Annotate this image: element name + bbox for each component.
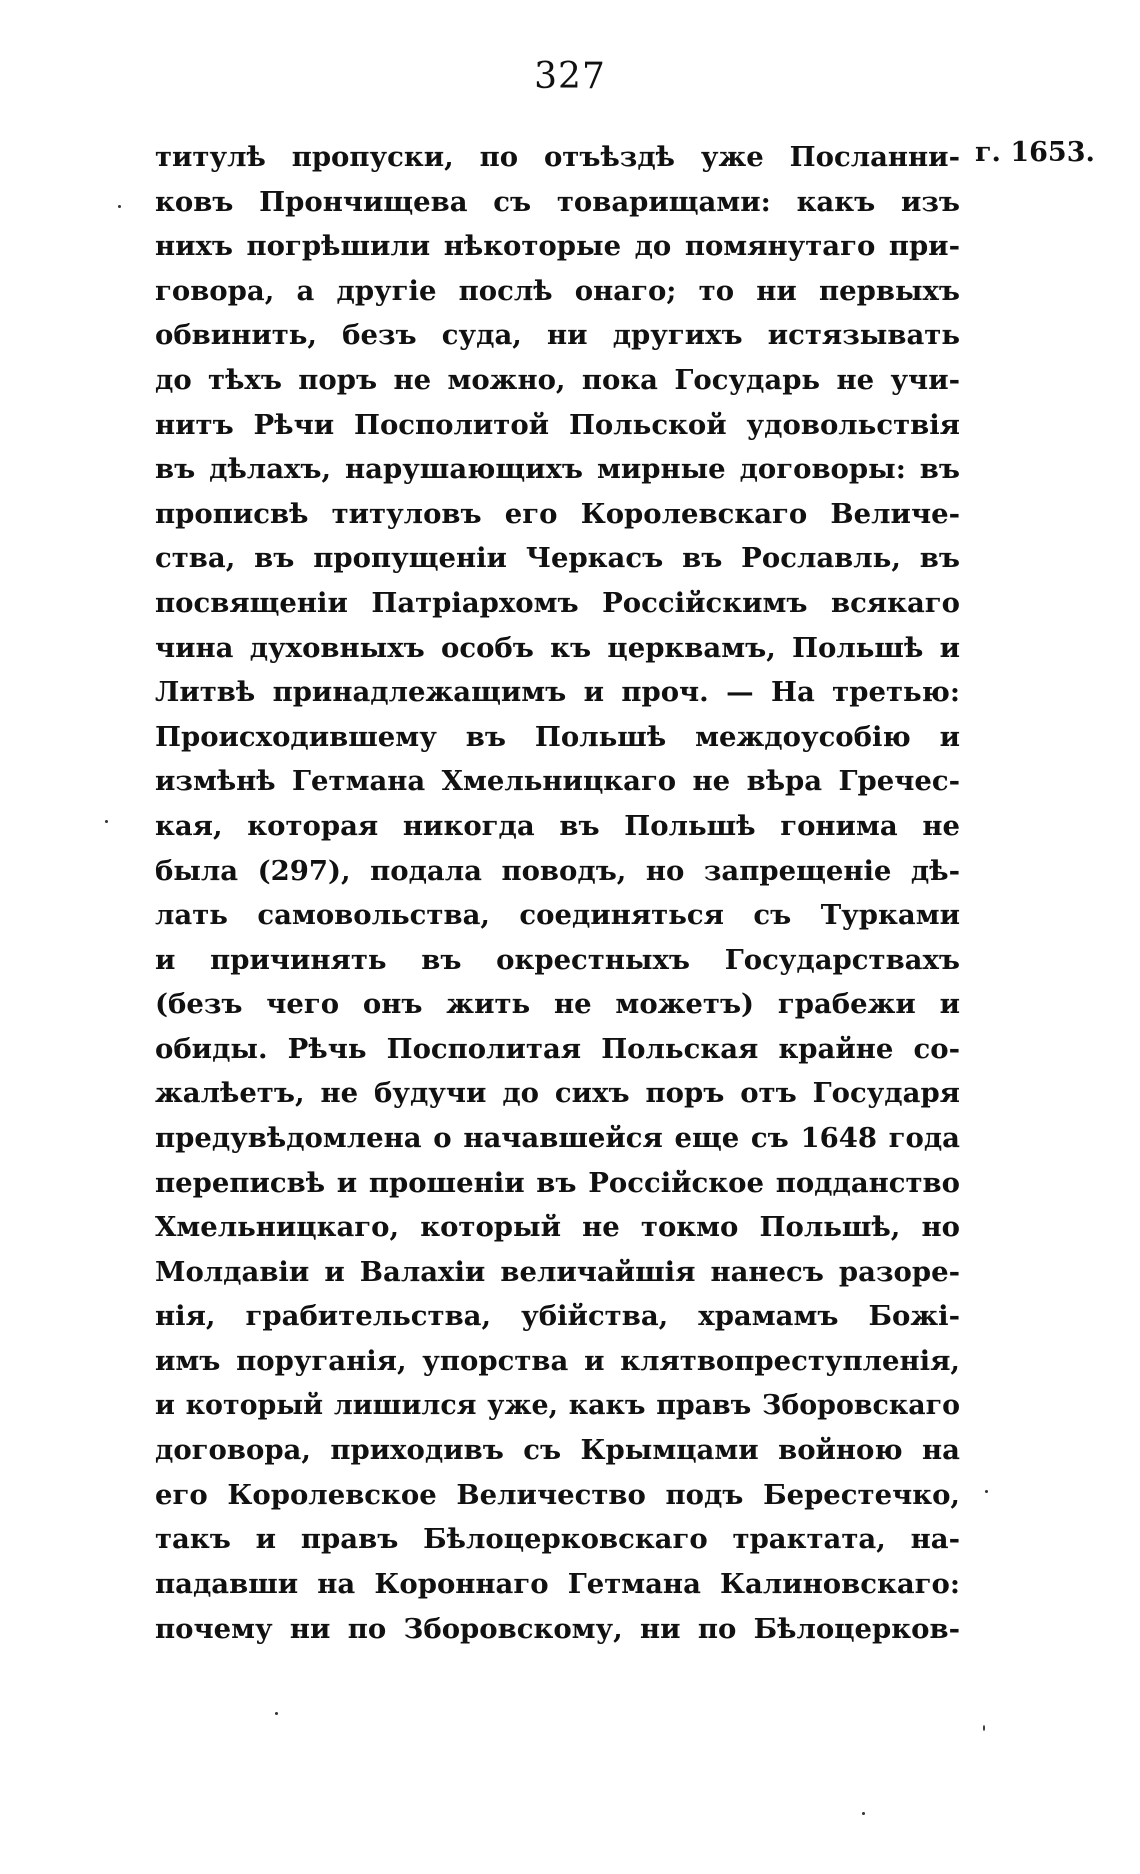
text-line-4: говора, а другіе послѣ онаго; то ни первыхъ [155, 274, 960, 307]
text-line-11: посвященіи Патріархомъ Россійскимъ всякаго [155, 586, 960, 619]
text-line-26: Молдавіи и Валахіи величайшія нанесъ разоре- [155, 1255, 960, 1288]
text-line-17: была (297), подала поводъ, но запрещеніе дѣ- [155, 854, 960, 887]
scan-speck [985, 1490, 988, 1493]
text-line-27: нія, грабительства, убійства, храмамъ Божі- [155, 1300, 960, 1333]
text-line-15: измѣнѣ Гетмана Хмельницкаго не вѣра Гречес- [155, 765, 960, 798]
text-line-1: титулѣ пропуски, по отъѣздѣ уже Посланни- [155, 141, 960, 173]
text-line-7: нитъ Рѣчи Посполитой Польской удовольствія [155, 408, 960, 441]
text-line-21: обиды. Рѣчь Посполитая Польская крайне со- [155, 1032, 960, 1065]
scan-speck [983, 1725, 985, 1731]
text-line-25: Хмельницкаго, который не токмо Польшѣ, но [155, 1211, 960, 1244]
text-line-24: переписвѣ и прошеніи въ Россійское подданство [155, 1166, 960, 1199]
text-line-23: предувѣдомлена о начавшейся еще съ 1648 года [155, 1122, 960, 1155]
text-line-29: и который лишился уже, какъ правъ Зборовскаго [155, 1389, 960, 1421]
scan-speck [118, 205, 121, 208]
text-line-22: жалѣетъ, не будучи до сихъ поръ отъ Государя [155, 1077, 960, 1110]
text-line-3: нихъ погрѣшили нѣкоторые до помянутаго при- [155, 230, 960, 263]
text-line-28: имъ поруганія, упорства и клятвопреступленія, [155, 1345, 960, 1378]
text-line-32: такъ и правъ Бѣлоцерковскаго трактата, на- [155, 1523, 960, 1556]
text-line-10: ства, въ пропущеніи Черкасъ въ Рославль, въ [155, 542, 960, 575]
text-line-33: падавши на Короннаго Гетмана Калиновскаго: [155, 1568, 960, 1600]
text-line-14: Происходившему въ Польшѣ междоусобію и [155, 720, 960, 753]
text-line-2: ковъ Прончищева съ товарищами: какъ изъ [155, 185, 960, 218]
body-text [155, 135, 960, 1651]
text-line-20: (безъ чего онъ жить не можетъ) грабежи и [155, 988, 960, 1021]
text-line-30: договора, приходивъ съ Крымцами войною на [155, 1434, 960, 1467]
text-line-5: обвинить, безъ суда, ни другихъ истязывать [155, 319, 960, 352]
margin-year-note: г. 1653. [975, 137, 1095, 168]
text-line-19: и причинять въ окрестныхъ Государствахъ [155, 943, 960, 976]
scan-speck [105, 820, 108, 823]
scan-speck [862, 1812, 865, 1815]
text-line-31: его Королевское Величество подъ Берестечко, [155, 1478, 960, 1511]
text-line-13: Литвѣ принадлежащимъ и проч. — На третью: [155, 676, 960, 709]
text-line-8: въ дѣлахъ, нарушающихъ мирные договоры: въ [155, 453, 960, 486]
text-line-16: кая, которая никогда въ Польшѣ гонима не [155, 809, 960, 842]
text-line-12: чина духовныхъ особъ къ церквамъ, Польшѣ и [155, 631, 960, 664]
text-line-34: почему ни по Зборовскому, ни по Бѣлоцерков- [155, 1612, 960, 1645]
page-number: 327 [534, 56, 606, 97]
text-line-6: до тѣхъ поръ не можно, пока Государь не учи- [155, 363, 960, 396]
scan-speck [275, 1712, 278, 1715]
text-line-9: прописвѣ титуловъ его Королевскаго Величе- [155, 497, 960, 530]
text-line-18: лать самовольства, соединяться съ Турками [155, 899, 960, 932]
